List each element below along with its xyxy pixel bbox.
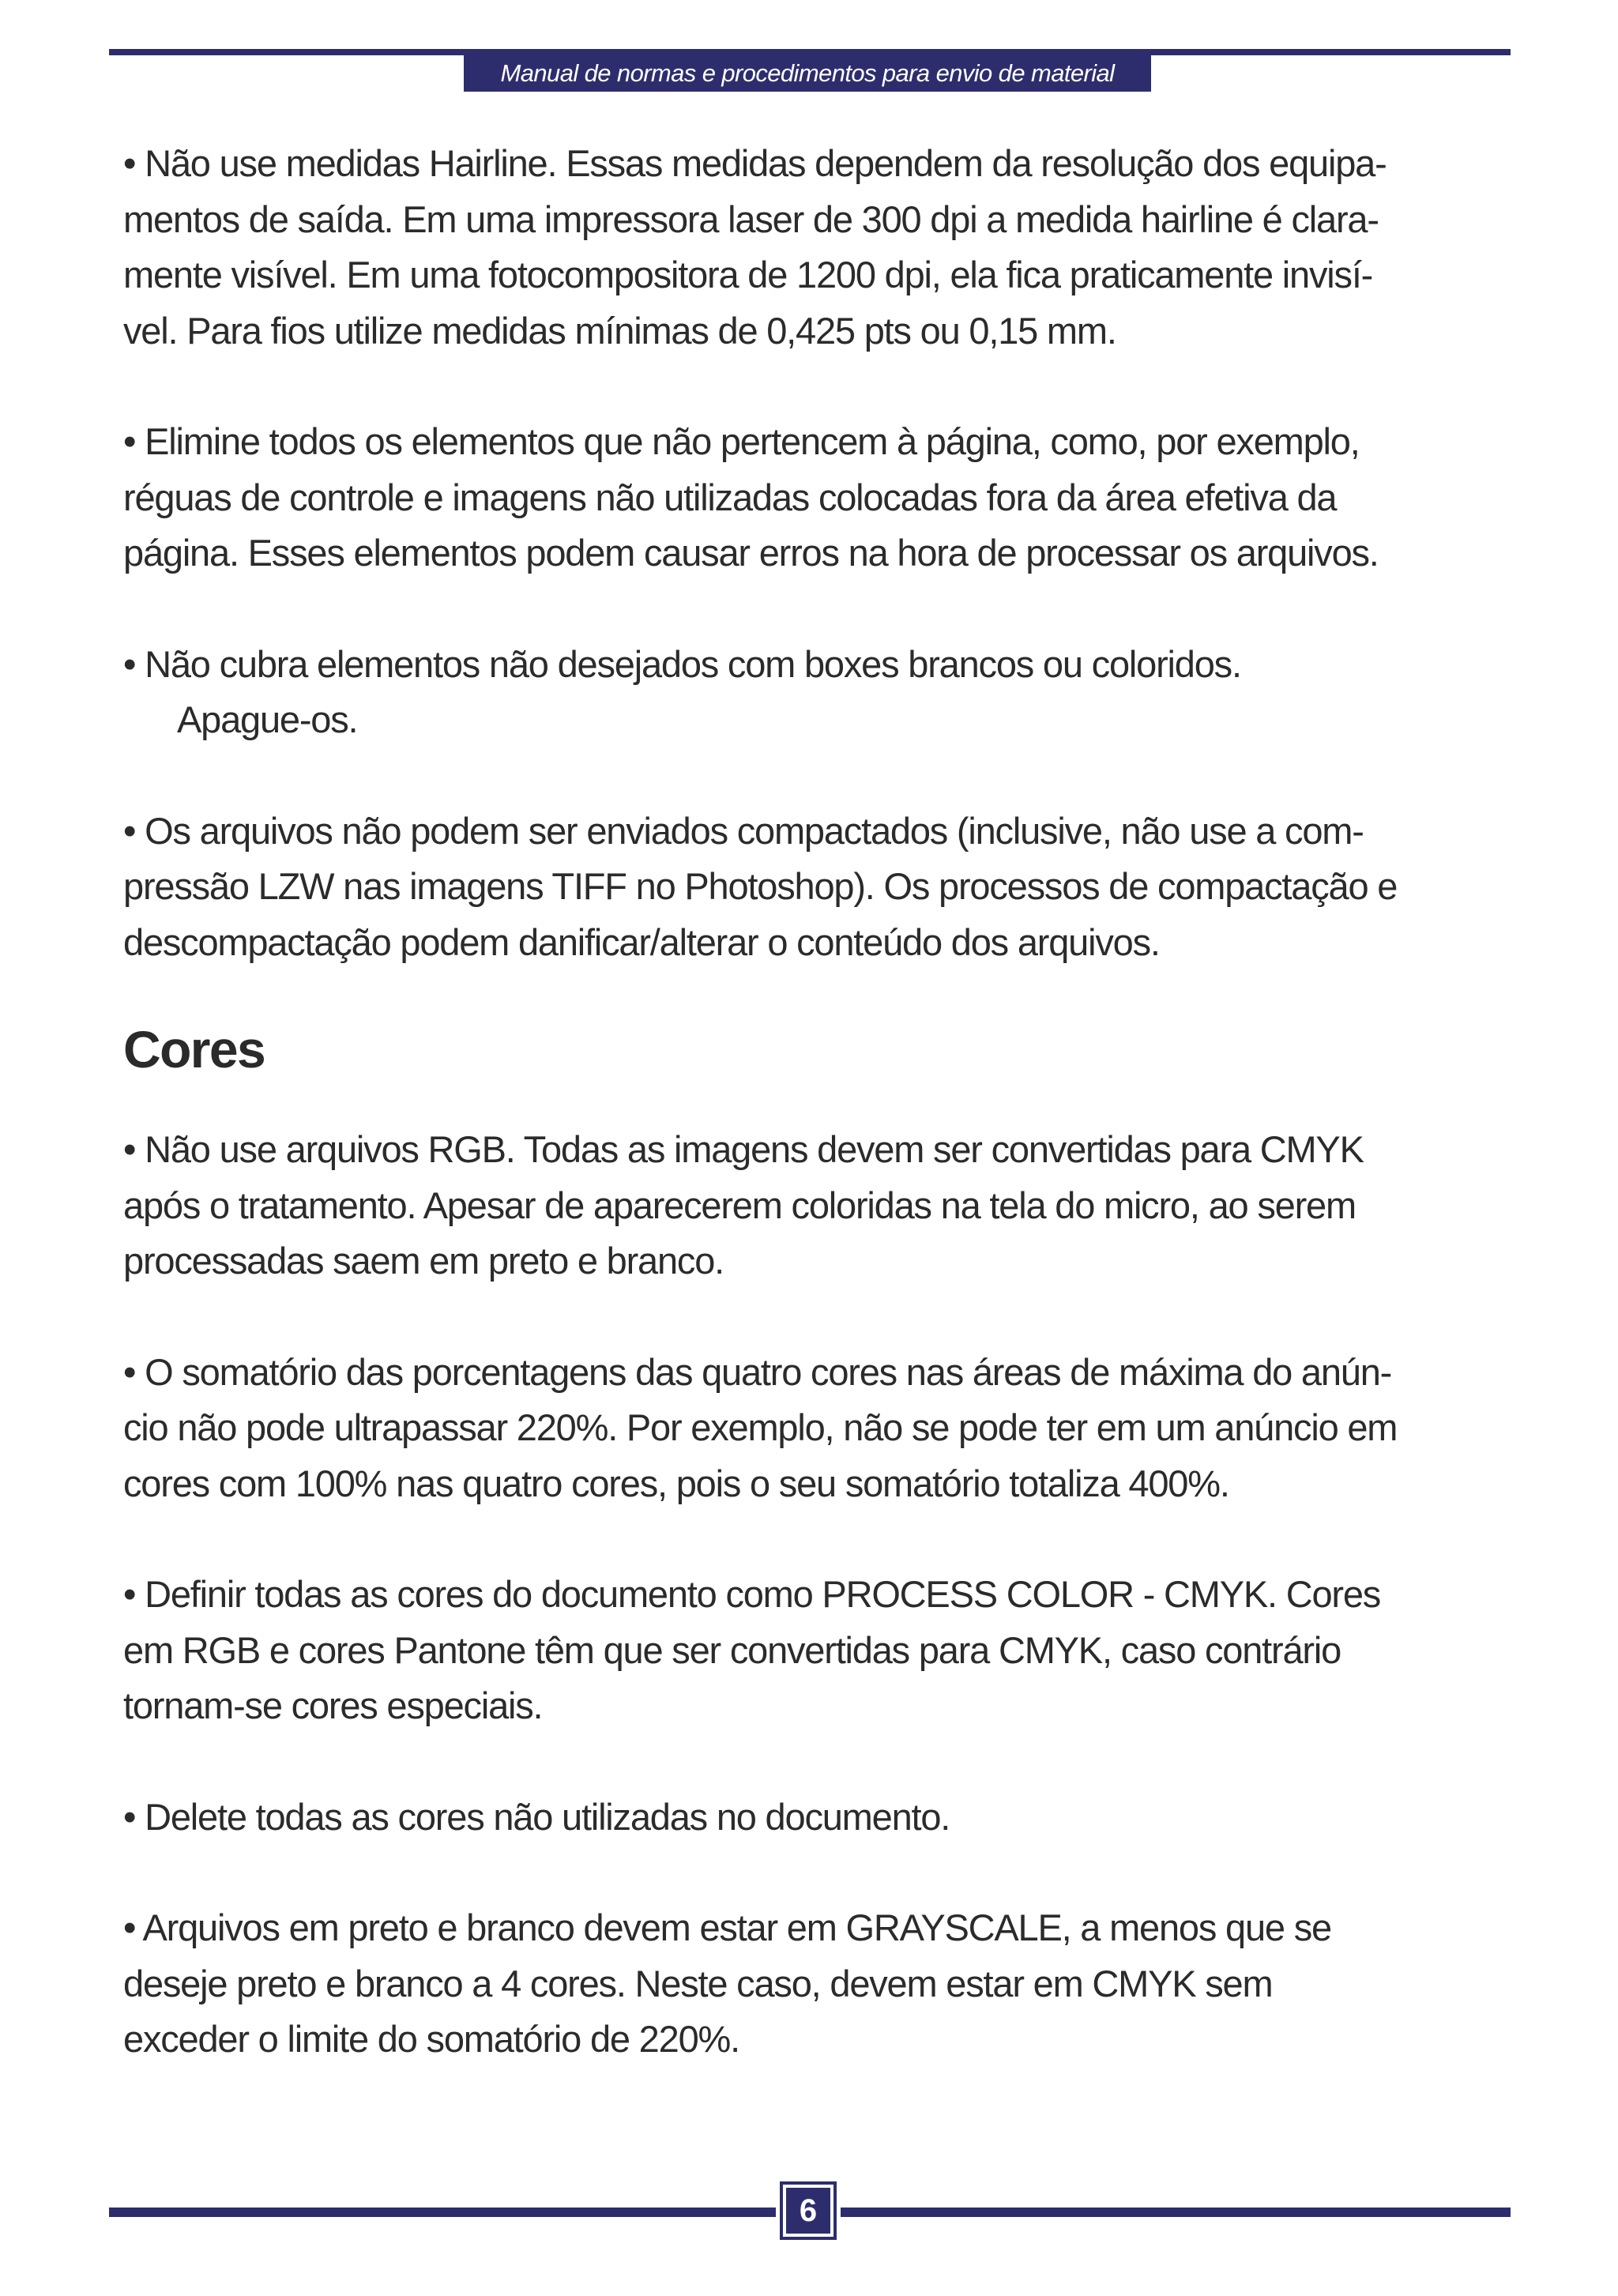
- text-line: em RGB e cores Pantone têm que ser convertidas para CMYK, caso contrário: [123, 1628, 1341, 1671]
- paragraph-process-color: [123, 1567, 1514, 1734]
- text-line: página. Esses elementos podem causar erros na hora de processar os arquivos.: [123, 532, 1379, 574]
- text-line: • Não use medidas Hairline. Essas medidas dependem da resolução dos equipa-: [123, 142, 1387, 184]
- text-line: mente visível. Em uma fotocompositora de 1200 dpi, ela fica praticamente invisí-: [123, 254, 1373, 295]
- paragraph-grayscale: [123, 1900, 1514, 2068]
- text-line: • Não use arquivos RGB. Todas as imagens devem ser convertidas para CMYK: [123, 1128, 1364, 1170]
- paragraph-eliminate-elements: [123, 414, 1514, 582]
- text-line: • Delete todas as cores não utilizadas no documento.: [123, 1795, 950, 1838]
- running-header: [464, 55, 1151, 92]
- paragraph-no-compression: [123, 804, 1514, 971]
- text-line: cio não pode ultrapassar 220%. Por exemplo, não se pode ter em um anúncio em: [123, 1406, 1398, 1448]
- text-line: mentos de saída. Em uma impressora laser de 300 dpi a medida hairline é clara-: [123, 198, 1379, 240]
- text-line: pressão LZW nas imagens TIFF no Photoshop). Os processos de compactação e: [123, 865, 1398, 907]
- text-line: deseje preto e branco a 4 cores. Neste caso, devem estar em CMYK sem: [123, 1962, 1273, 2004]
- section-title-cores: Cores: [123, 1020, 265, 1078]
- text-line: processadas saem em preto e branco.: [123, 1240, 724, 1282]
- text-line: • Não cubra elementos não desejados com boxes brancos ou coloridos.: [123, 642, 1241, 685]
- text-line: descompactação podem danificar/alterar o conteúdo dos arquivos.: [123, 920, 1160, 963]
- text-line: exceder o limite do somatório de 220%.: [123, 2018, 739, 2060]
- page-body: [123, 136, 1514, 2068]
- running-header-title: Manual de normas e procedimentos para envio de material: [500, 59, 1115, 87]
- text-line: • O somatório das porcentagens das quatro cores nas áreas de máxima do anún-: [123, 1350, 1392, 1393]
- text-line: cores com 100% nas quatro cores, pois o seu somatório totaliza 400%.: [123, 1462, 1229, 1504]
- paragraph-no-rgb: [123, 1122, 1514, 1289]
- text-line: tornam-se cores especiais.: [123, 1684, 543, 1726]
- text-line: após o tratamento. Apesar de aparecerem coloridas na tela do micro, ao serem: [123, 1184, 1356, 1226]
- page-number-box: [776, 2177, 841, 2244]
- paragraph-no-cover-boxes: [123, 637, 1514, 748]
- paragraph-delete-unused-colors: [123, 1790, 1514, 1846]
- paragraph-hairline: [123, 136, 1514, 359]
- text-line: • Arquivos em preto e branco devem estar em GRAYSCALE, a menos que se: [123, 1906, 1331, 1948]
- page-number: 6: [799, 2192, 818, 2228]
- paragraph-ink-limit: [123, 1345, 1514, 1512]
- text-line: • Os arquivos não podem ser enviados compactados (inclusive, não use a com-: [123, 809, 1364, 852]
- text-line: • Elimine todos os elementos que não pertencem à página, como, por exemplo,: [123, 420, 1360, 462]
- header-rule: [109, 49, 1511, 55]
- text-line: vel. Para fios utilize medidas mínimas de 0,425 pts ou 0,15 mm.: [123, 309, 1116, 352]
- text-line: Apague-os.: [177, 698, 358, 740]
- text-line: • Definir todas as cores do documento como PROCESS COLOR - CMYK. Cores: [123, 1573, 1381, 1615]
- text-line: réguas de controle e imagens não utilizadas colocadas fora da área efetiva da: [123, 476, 1337, 518]
